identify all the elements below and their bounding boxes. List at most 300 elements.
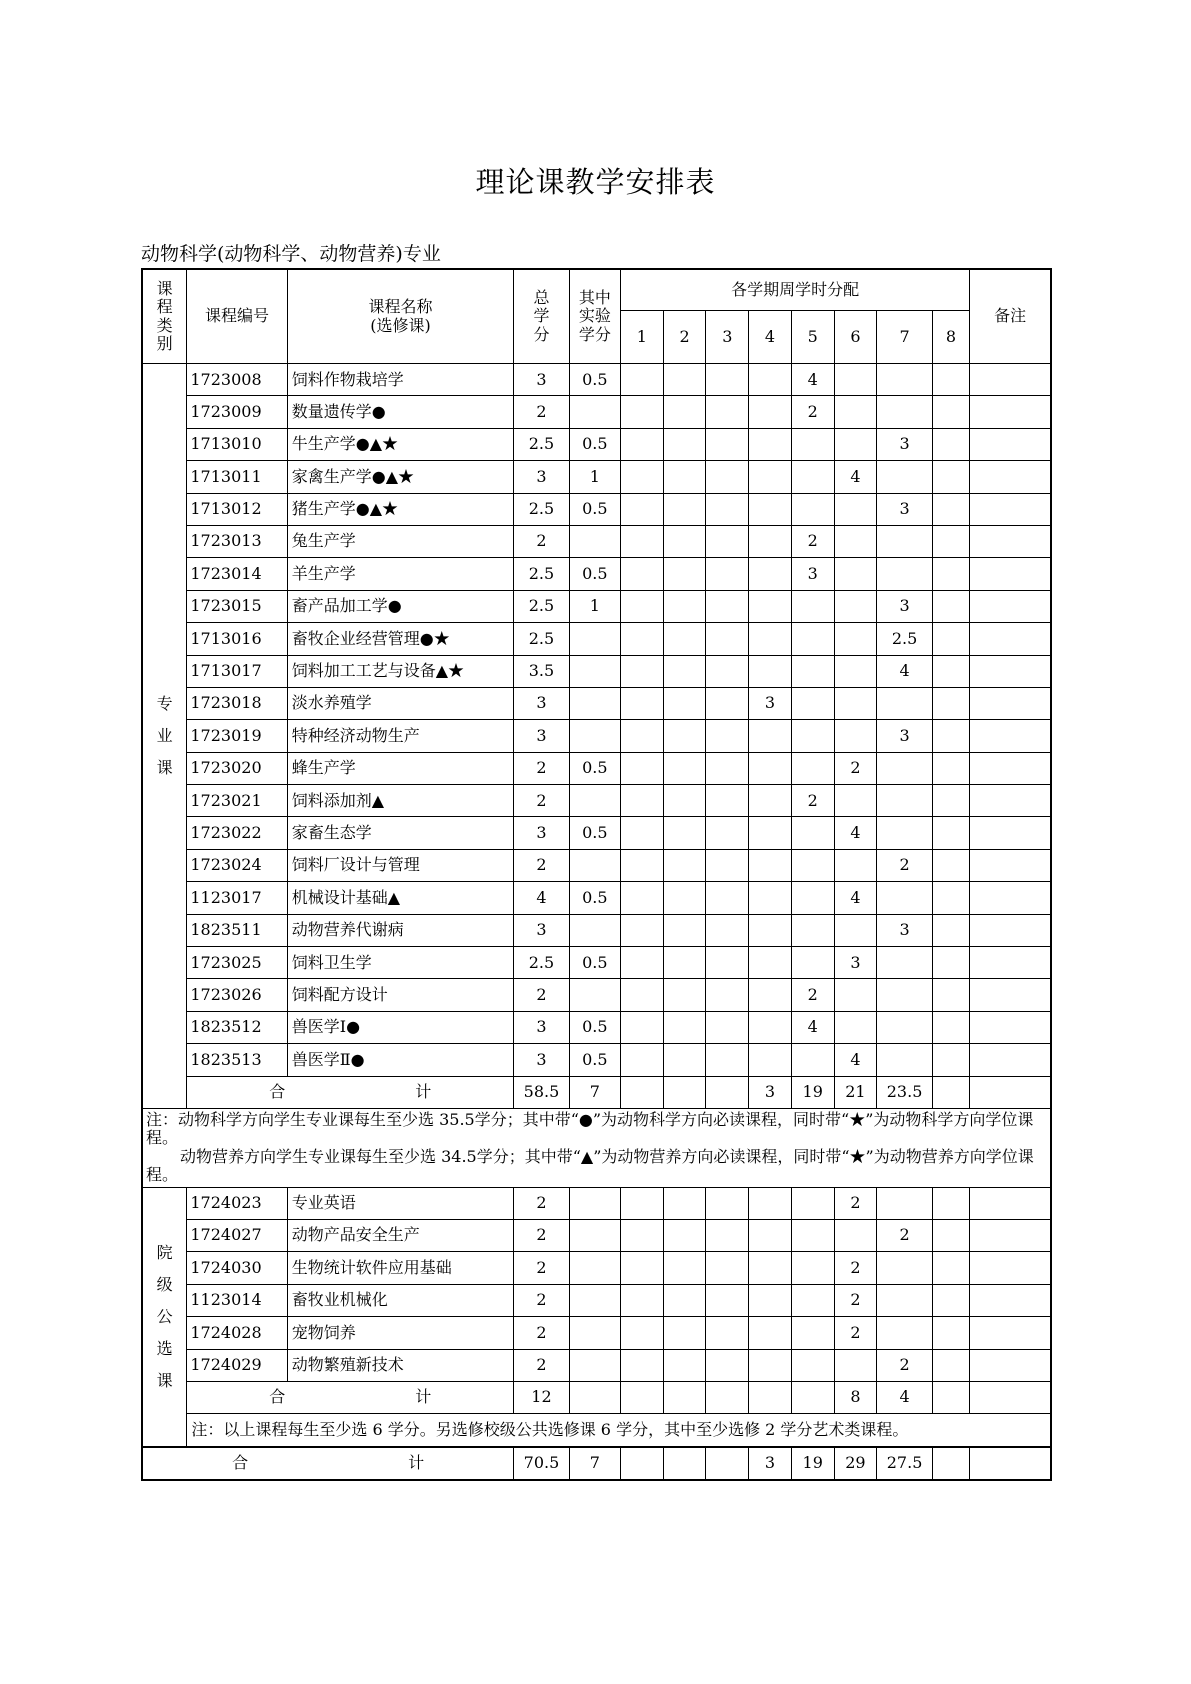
course-credits: 3 [514, 817, 570, 849]
semester-hours [791, 1284, 834, 1316]
total-row [142, 1381, 1051, 1413]
semester-hours [834, 687, 877, 719]
semester-hours [706, 1011, 749, 1043]
semester-hours [620, 1252, 663, 1284]
semester-hours [620, 623, 663, 655]
total-semester-hours [663, 1381, 706, 1413]
semester-hours [749, 914, 792, 946]
course-name: 特种经济动物生产 [287, 720, 513, 752]
semester-hours [663, 1317, 706, 1349]
semester-hours [932, 914, 969, 946]
total-remark [970, 1381, 1051, 1413]
semester-hours [663, 817, 706, 849]
semester-hours [877, 785, 933, 817]
course-code: 1823513 [187, 1044, 287, 1076]
course-remark [970, 1349, 1051, 1381]
semester-hours [834, 558, 877, 590]
semester-hours [620, 655, 663, 687]
semester-hours: 3 [877, 590, 933, 622]
course-name: 畜牧企业经营管理●★ [287, 623, 513, 655]
course-code: 1723013 [187, 525, 287, 557]
semester-hours [932, 687, 969, 719]
total-row [142, 1447, 1051, 1480]
semester-hours [749, 623, 792, 655]
note-paragraph: 动物营养方向学生专业课每生至少选 34.5学分；其中带“▲”为动物营养方向必读课程，同时带“★”为动物营养方向学位课程。 [146, 1146, 1034, 1185]
semester-hours: 2 [791, 396, 834, 428]
major-subtitle: 动物科学(动物科学、动物营养)专业 [141, 243, 441, 265]
course-remark [970, 1187, 1051, 1219]
course-name: 蜂生产学 [287, 752, 513, 784]
course-remark [970, 914, 1051, 946]
semester-hours [749, 1284, 792, 1316]
course-code: 1723009 [187, 396, 287, 428]
course-code: 1723015 [187, 590, 287, 622]
course-row [142, 947, 1051, 979]
semester-hours [791, 752, 834, 784]
course-remark [970, 1219, 1051, 1251]
semester-hours: 3 [749, 687, 792, 719]
course-row [142, 428, 1051, 460]
semester-hours [932, 655, 969, 687]
header-semester: 6 [834, 311, 877, 364]
semester-hours [877, 817, 933, 849]
semester-hours [706, 849, 749, 881]
header-semester-group: 各学期周学时分配 [620, 269, 969, 311]
course-lab-credits [569, 720, 620, 752]
course-credits: 2 [514, 1219, 570, 1251]
total-semester-hours: 19 [791, 1076, 834, 1108]
semester-hours [791, 623, 834, 655]
total-remark [970, 1447, 1051, 1480]
total-label-a: 合 [232, 1453, 249, 1473]
course-lab-credits [569, 785, 620, 817]
total-semester-hours: 29 [834, 1447, 877, 1480]
semester-hours [932, 428, 969, 460]
semester-hours [620, 849, 663, 881]
semester-hours [877, 882, 933, 914]
course-credits: 2.5 [514, 590, 570, 622]
course-credits: 2 [514, 752, 570, 784]
course-code: 1123017 [187, 882, 287, 914]
semester-hours [749, 1187, 792, 1219]
course-row [142, 590, 1051, 622]
course-name: 动物营养代谢病 [287, 914, 513, 946]
course-remark [970, 947, 1051, 979]
course-lab-credits [569, 623, 620, 655]
total-credits: 12 [514, 1381, 570, 1413]
header-category: 课程类别 [142, 269, 187, 364]
semester-hours [663, 428, 706, 460]
course-remark [970, 785, 1051, 817]
total-semester-hours [932, 1381, 969, 1413]
semester-hours [877, 687, 933, 719]
semester-hours [620, 1284, 663, 1316]
total-semester-hours: 4 [877, 1381, 933, 1413]
course-lab-credits: 0.5 [569, 558, 620, 590]
course-name: 饲料配方设计 [287, 979, 513, 1011]
semester-hours [834, 655, 877, 687]
course-row [142, 364, 1051, 396]
course-remark [970, 493, 1051, 525]
semester-hours [877, 979, 933, 1011]
total-credits: 58.5 [514, 1076, 570, 1108]
course-row [142, 1187, 1051, 1219]
semester-hours [749, 1011, 792, 1043]
semester-hours [706, 720, 749, 752]
course-credits: 2 [514, 1317, 570, 1349]
course-name: 家畜生态学 [287, 817, 513, 849]
semester-hours [877, 396, 933, 428]
header-semester: 4 [749, 311, 792, 364]
course-lab-credits: 0.5 [569, 752, 620, 784]
semester-hours [706, 1252, 749, 1284]
semester-hours: 4 [834, 1044, 877, 1076]
total-semester-hours: 21 [834, 1076, 877, 1108]
semester-hours [663, 1219, 706, 1251]
course-lab-credits [569, 655, 620, 687]
course-remark [970, 817, 1051, 849]
semester-hours [791, 1044, 834, 1076]
course-code: 1713012 [187, 493, 287, 525]
semester-hours [791, 1187, 834, 1219]
semester-hours [620, 817, 663, 849]
semester-hours [706, 364, 749, 396]
semester-hours [706, 461, 749, 493]
semester-hours [932, 1284, 969, 1316]
semester-hours [749, 461, 792, 493]
total-lab-credits [569, 1381, 620, 1413]
semester-hours [749, 1044, 792, 1076]
semester-hours [663, 493, 706, 525]
semester-hours [706, 558, 749, 590]
course-name: 饲料作物栽培学 [287, 364, 513, 396]
semester-hours [706, 623, 749, 655]
semester-hours [706, 1317, 749, 1349]
course-row [142, 1349, 1051, 1381]
course-remark [970, 1252, 1051, 1284]
semester-hours [663, 558, 706, 590]
semester-hours [834, 428, 877, 460]
semester-hours [620, 590, 663, 622]
semester-hours [932, 720, 969, 752]
course-row [142, 687, 1051, 719]
course-code: 1724029 [187, 1349, 287, 1381]
course-credits: 2 [514, 785, 570, 817]
semester-hours [620, 558, 663, 590]
course-name: 数量遗传学● [287, 396, 513, 428]
semester-hours [932, 752, 969, 784]
semester-hours [791, 1252, 834, 1284]
semester-hours [620, 1044, 663, 1076]
semester-hours [932, 817, 969, 849]
total-semester-hours: 23.5 [877, 1076, 933, 1108]
semester-hours [706, 590, 749, 622]
course-remark [970, 752, 1051, 784]
total-semester-hours [932, 1076, 969, 1108]
course-lab-credits [569, 1187, 620, 1219]
semester-hours: 3 [877, 720, 933, 752]
semester-hours [932, 558, 969, 590]
course-name: 饲料添加剂▲ [287, 785, 513, 817]
course-lab-credits [569, 396, 620, 428]
semester-hours [749, 558, 792, 590]
semester-hours [620, 720, 663, 752]
semester-hours [706, 1349, 749, 1381]
course-row [142, 623, 1051, 655]
course-name: 生物统计软件应用基础 [287, 1252, 513, 1284]
semester-hours [932, 785, 969, 817]
course-lab-credits: 0.5 [569, 882, 620, 914]
semester-hours [932, 493, 969, 525]
semester-hours [834, 979, 877, 1011]
semester-hours [932, 1219, 969, 1251]
course-lab-credits [569, 1284, 620, 1316]
total-semester-hours [791, 1381, 834, 1413]
course-remark [970, 558, 1051, 590]
semester-hours [932, 849, 969, 881]
semester-hours [749, 849, 792, 881]
course-name: 饲料厂设计与管理 [287, 849, 513, 881]
semester-hours: 3 [877, 914, 933, 946]
total-label-a: 合 [269, 1387, 286, 1407]
total-semester-hours [663, 1076, 706, 1108]
course-category: 院级公选课 [142, 1187, 187, 1447]
semester-hours [749, 493, 792, 525]
semester-hours [834, 720, 877, 752]
semester-hours [663, 947, 706, 979]
total-lab-credits: 7 [569, 1447, 620, 1480]
semester-hours: 4 [877, 655, 933, 687]
course-remark [970, 396, 1051, 428]
course-row [142, 461, 1051, 493]
semester-hours [663, 655, 706, 687]
semester-hours [749, 752, 792, 784]
semester-hours [620, 1317, 663, 1349]
semester-hours [791, 947, 834, 979]
course-name: 机械设计基础▲ [287, 882, 513, 914]
semester-hours [791, 461, 834, 493]
semester-hours [932, 1011, 969, 1043]
semester-hours [620, 396, 663, 428]
course-remark [970, 655, 1051, 687]
course-name: 牛生产学●▲★ [287, 428, 513, 460]
semester-hours [663, 687, 706, 719]
course-code: 1713011 [187, 461, 287, 493]
course-code: 1723020 [187, 752, 287, 784]
course-lab-credits: 0.5 [569, 364, 620, 396]
semester-hours [706, 655, 749, 687]
semester-hours: 4 [834, 817, 877, 849]
header-semester: 7 [877, 311, 933, 364]
header-semester: 2 [663, 311, 706, 364]
header-code: 课程编号 [187, 269, 287, 364]
semester-hours [706, 817, 749, 849]
semester-hours [791, 849, 834, 881]
semester-hours [877, 947, 933, 979]
total-semester-hours [706, 1381, 749, 1413]
semester-hours [749, 785, 792, 817]
semester-hours [834, 364, 877, 396]
semester-hours [932, 1044, 969, 1076]
semester-hours: 2 [791, 785, 834, 817]
total-label [187, 1076, 514, 1108]
semester-hours [663, 590, 706, 622]
semester-hours: 2 [877, 1349, 933, 1381]
course-remark [970, 623, 1051, 655]
course-row [142, 1011, 1051, 1043]
page-title: 理论课教学安排表 [475, 165, 716, 199]
course-row [142, 396, 1051, 428]
section-note [142, 1108, 1051, 1187]
course-row [142, 882, 1051, 914]
semester-hours [706, 752, 749, 784]
semester-hours [791, 655, 834, 687]
semester-hours [834, 785, 877, 817]
semester-hours [791, 1317, 834, 1349]
semester-hours [706, 785, 749, 817]
semester-hours [706, 687, 749, 719]
course-remark [970, 590, 1051, 622]
course-remark [970, 1011, 1051, 1043]
semester-hours [749, 1219, 792, 1251]
semester-hours [749, 525, 792, 557]
total-row [142, 1076, 1051, 1108]
semester-hours: 4 [834, 461, 877, 493]
course-name: 饲料卫生学 [287, 947, 513, 979]
semester-hours [620, 979, 663, 1011]
semester-hours [663, 1044, 706, 1076]
course-code: 1713017 [187, 655, 287, 687]
schedule-table [141, 268, 1052, 1481]
course-remark [970, 720, 1051, 752]
semester-hours [834, 1219, 877, 1251]
total-label-b: 计 [415, 1082, 432, 1102]
course-row [142, 785, 1051, 817]
course-lab-credits: 0.5 [569, 428, 620, 460]
semester-hours [749, 947, 792, 979]
semester-hours [663, 914, 706, 946]
course-row [142, 979, 1051, 1011]
course-row [142, 1252, 1051, 1284]
semester-hours [791, 882, 834, 914]
course-credits: 3 [514, 687, 570, 719]
course-credits: 2.5 [514, 558, 570, 590]
semester-hours [663, 785, 706, 817]
semester-hours [932, 1317, 969, 1349]
semester-hours [791, 428, 834, 460]
course-credits: 2 [514, 1284, 570, 1316]
course-name: 羊生产学 [287, 558, 513, 590]
semester-hours [749, 655, 792, 687]
semester-hours [877, 1317, 933, 1349]
semester-hours [749, 882, 792, 914]
semester-hours: 3 [877, 428, 933, 460]
semester-hours [877, 1252, 933, 1284]
total-remark [970, 1076, 1051, 1108]
semester-hours: 2 [834, 1284, 877, 1316]
header-semester: 8 [932, 311, 969, 364]
semester-hours [834, 493, 877, 525]
course-lab-credits [569, 979, 620, 1011]
semester-hours [620, 364, 663, 396]
course-name: 兽医学Ⅱ● [287, 1044, 513, 1076]
semester-hours [663, 882, 706, 914]
course-name: 畜牧业机械化 [287, 1284, 513, 1316]
semester-hours [620, 1349, 663, 1381]
course-code: 1713016 [187, 623, 287, 655]
course-credits: 2 [514, 396, 570, 428]
course-code: 1724023 [187, 1187, 287, 1219]
semester-hours [834, 525, 877, 557]
course-credits: 2.5 [514, 428, 570, 460]
semester-hours [877, 558, 933, 590]
total-semester-hours: 19 [791, 1447, 834, 1480]
course-lab-credits [569, 525, 620, 557]
semester-hours [663, 1187, 706, 1219]
semester-hours [932, 525, 969, 557]
course-code: 1723021 [187, 785, 287, 817]
course-row [142, 493, 1051, 525]
semester-hours [877, 1011, 933, 1043]
semester-hours [706, 1219, 749, 1251]
course-name: 猪生产学●▲★ [287, 493, 513, 525]
semester-hours: 3 [877, 493, 933, 525]
course-row [142, 1317, 1051, 1349]
course-row [142, 849, 1051, 881]
semester-hours [706, 525, 749, 557]
semester-hours [877, 364, 933, 396]
semester-hours [932, 1187, 969, 1219]
semester-hours [932, 947, 969, 979]
course-name: 兽医学Ⅰ● [287, 1011, 513, 1043]
semester-hours [834, 623, 877, 655]
semester-hours [877, 1284, 933, 1316]
note-row [142, 1108, 1051, 1187]
course-lab-credits [569, 1252, 620, 1284]
course-code: 1823512 [187, 1011, 287, 1043]
semester-hours [663, 525, 706, 557]
course-remark [970, 364, 1051, 396]
course-credits: 3 [514, 461, 570, 493]
semester-hours [620, 525, 663, 557]
course-remark [970, 461, 1051, 493]
header-semester: 1 [620, 311, 663, 364]
course-credits: 3 [514, 1044, 570, 1076]
course-category: 专业课 [142, 364, 187, 1109]
semester-hours [663, 623, 706, 655]
semester-hours: 2 [834, 1317, 877, 1349]
semester-hours [663, 1252, 706, 1284]
semester-hours [749, 720, 792, 752]
semester-hours: 2 [877, 1219, 933, 1251]
course-code: 1723022 [187, 817, 287, 849]
total-label-b: 计 [408, 1453, 425, 1473]
total-semester-hours [620, 1447, 663, 1480]
semester-hours [620, 1187, 663, 1219]
semester-hours [932, 396, 969, 428]
semester-hours [620, 493, 663, 525]
total-semester-hours [706, 1076, 749, 1108]
semester-hours [877, 461, 933, 493]
semester-hours [932, 979, 969, 1011]
course-code: 1723024 [187, 849, 287, 881]
semester-hours [663, 1011, 706, 1043]
semester-hours [834, 1011, 877, 1043]
semester-hours: 2 [791, 525, 834, 557]
semester-hours [620, 947, 663, 979]
header-semester: 3 [706, 311, 749, 364]
course-row [142, 752, 1051, 784]
